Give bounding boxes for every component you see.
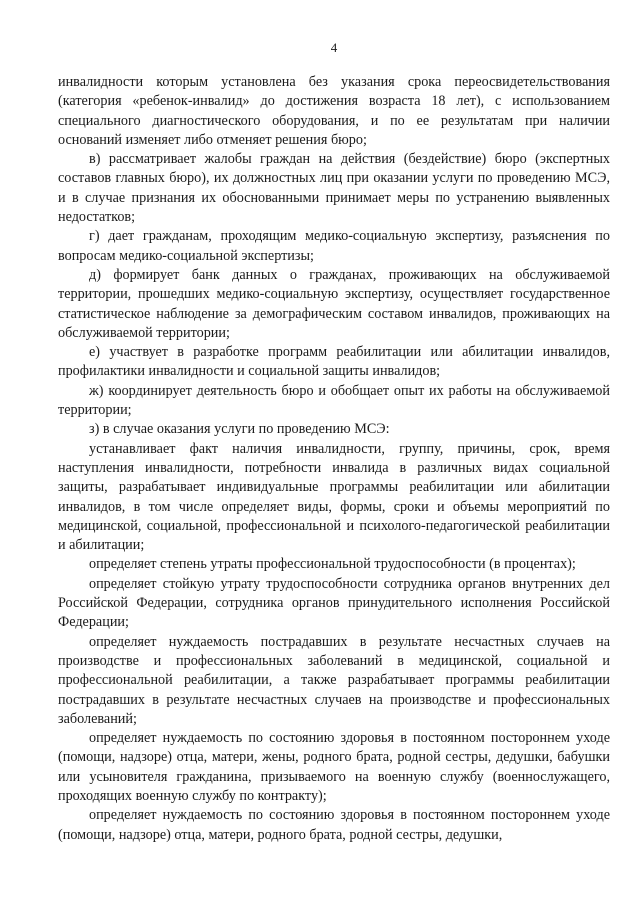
paragraph-relatives-care: определяет нуждаемость по состоянию здоровья в постоянном постороннем уходе (помощи, надзоре) отца, матери, родного брата, родной сестры, дедушки, bbox=[58, 807, 610, 843]
paragraph-item-zh: ж) координирует деятельность бюро и обобщает опыт их работы на обслуживаемой территории; bbox=[58, 382, 610, 419]
paragraph-continuation: инвалидности которым установлена без указания срока переосвидетельствования (категория «ребенок-инвалид» до достижения возраста 18 лет), с использованием специального диагностического оборудования, и по ее результатам при наличии оснований изменяет либо отменяет решения бюро; bbox=[58, 74, 610, 148]
paragraph-item-g: г) дает гражданам, проходящим медико-социальную экспертизу, разъяснения по вопросам медико-социальной экспертизы; bbox=[58, 228, 610, 264]
paragraph-item-z: з) в случае оказания услуги по проведению МСЭ: bbox=[89, 421, 390, 438]
paragraph-establishes-disability: устанавливает факт наличия инвалидности, группу, причины, срок, время наступления инвалидности, потребности инвалида в различных видах социальной защиты, разрабатывает индивидуальные программы реабилитации или абилитации инвалидов, в том числе определяет виды, формы, сроки и объемы мероприятий по медицинской, социальной, профессиональной и психолого-педагогической реабилитации и абилитации; bbox=[58, 440, 610, 554]
page-number: 4 bbox=[330, 40, 338, 55]
paragraph-item-v: в) рассматривает жалобы граждан на действия (бездействие) бюро (экспертных составов главных бюро), их должностных лиц при оказании услуги по проведению МСЭ, и в случае признания их обоснованными принимает меры по устранению выявленных недостатков; bbox=[58, 151, 610, 226]
paragraph-work-capacity-degree: определяет степень утраты профессиональной трудоспособности (в процентах); bbox=[89, 556, 576, 573]
paragraph-item-e: е) участвует в разработке программ реабилитации или абилитации инвалидов, профилактики инвалидности и социальной защиты инвалидов; bbox=[58, 344, 610, 380]
document-body bbox=[58, 73, 610, 845]
paragraph-police-work-capacity: определяет стойкую утрату трудоспособности сотрудника органов внутренних дел Российской Федерации, сотрудника органов принудительного исполнения Российской Федерации; bbox=[58, 575, 610, 631]
paragraph-item-d: д) формирует банк данных о гражданах, проживающих на обслуживаемой территории, прошедших медико-социальную экспертизу, осуществляет государственное статистическое наблюдение за демографическим составом инвалидов, проживающих на обслуживаемой территории; bbox=[58, 266, 610, 341]
paragraph-conscript-relatives-care: определяет нуждаемость по состоянию здоровья в постоянном постороннем уходе (помощи, надзоре) отца, матери, жены, родного брата, родной сестры, дедушки, бабушки или усыновителя гражданина, призываемого на военную службу (военнослужащего, проходящих военную службу по контракту); bbox=[58, 730, 610, 804]
paragraph-accident-rehabilitation: определяет нуждаемость пострадавших в результате несчастных случаев на производстве и профессиональных заболеваний в медицинской, социальной и профессиональной реабилитации, а также разрабатывает программы реабилитации пострадавших в результате несчастных случаев на производстве и профессиональных заболеваний; bbox=[58, 633, 610, 727]
